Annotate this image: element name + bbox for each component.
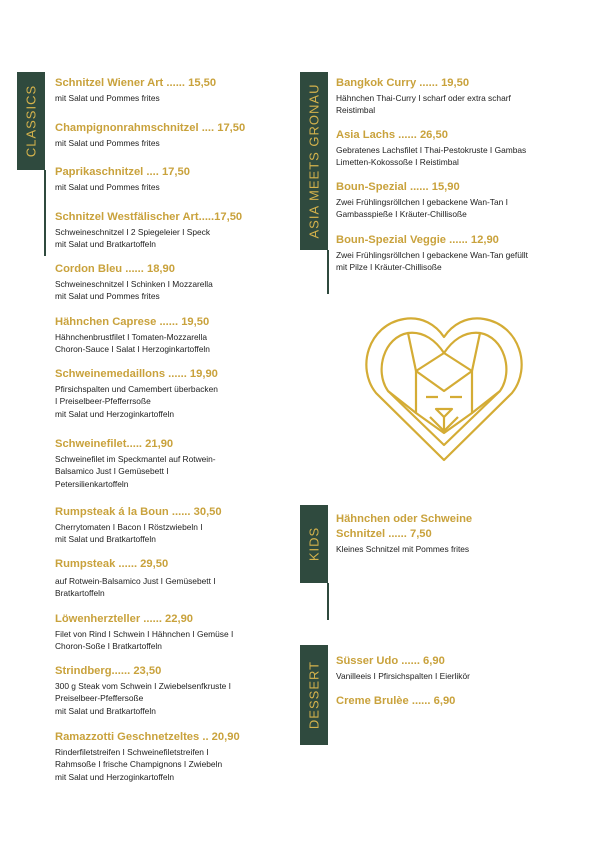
menu-item	[55, 612, 295, 653]
item-title: Süsser Udo ...... 6,90	[336, 655, 445, 667]
menu-item	[336, 128, 586, 169]
menu-item	[55, 557, 295, 600]
section-label-kids: KIDS	[306, 526, 322, 562]
menu-item	[55, 505, 295, 546]
item-title: Champignonrahmschnitzel .... 17,50	[55, 122, 246, 134]
menu-item	[55, 437, 295, 490]
menu-item	[55, 210, 295, 251]
menu-item	[336, 694, 586, 708]
item-title: Bangkok Curry ...... 19,50	[336, 77, 470, 89]
item-desc: 300 g Steak vom Schwein I Zwiebelsenfkruste I Preiselbeer-Pfeffersoße mit Salat und Bratkartoffeln	[55, 681, 231, 716]
item-title: Ramazzotti Geschnetzeltes .. 20,90	[55, 731, 240, 743]
menu-item	[55, 315, 295, 356]
item-desc: Vanilleeis I Pfirsichspalten I Eierlikör	[336, 671, 470, 681]
section-label-dessert: DESSERT	[306, 660, 322, 730]
item-desc: Rinderfiletstreifen I Schweinefiletstreifen I Rahmsoße I frische Champignons I Zwiebeln mit Salat und Herzoginkartoffeln	[55, 747, 223, 782]
item-title: Rumpsteak ...... 29,50	[55, 558, 169, 570]
item-title: Hähnchen oder Schweine	[336, 513, 473, 525]
item-title: Schweinemedaillons ...... 19,90	[55, 368, 218, 380]
item-title: Boun-Spezial Veggie ...... 12,90	[336, 234, 499, 246]
item-title: Schnitzel ...... 7,50	[336, 528, 432, 540]
menu-item	[55, 367, 295, 420]
item-desc: Schweineschnitzel I 2 Spiegeleier I Speck mit Salat und Bratkartoffeln	[55, 227, 211, 250]
menu-item	[55, 121, 295, 149]
section-label-classics: CLASSICS	[23, 84, 39, 158]
item-title: Rumpsteak á la Boun ...... 30,50	[55, 506, 222, 518]
menu-item	[336, 512, 586, 555]
menu-item	[55, 730, 295, 783]
item-desc: Cherrytomaten I Bacon I Röstzwiebeln I mit Salat und Bratkartoffeln	[55, 522, 203, 545]
menu-item	[55, 262, 295, 303]
item-title: Schnitzel Wiener Art ...... 15,50	[55, 77, 217, 89]
item-desc: Gebratenes Lachsfilet I Thai-Pestokruste I Gambas Limetten-Kokossoße I Reistimbal	[336, 145, 527, 168]
item-title: Strindberg...... 23,50	[55, 665, 162, 677]
item-title: Creme Brulèe ...... 6,90	[336, 695, 456, 707]
item-title: Schnitzel Westfälischer Art.....17,50	[55, 211, 243, 223]
menu-item	[55, 165, 295, 193]
item-title: Hähnchen Caprese ...... 19,50	[55, 316, 210, 328]
menu-item	[336, 76, 586, 117]
menu-item	[336, 654, 586, 682]
item-desc: auf Rotwein-Balsamico Just I Gemüsebett I Bratkartoffeln	[55, 576, 216, 599]
item-desc: Zwei Frühlingsröllchen I gebackene Wan-Tan I Gambasspieße I Kräuter-Chillisoße	[336, 197, 508, 220]
item-desc: mit Salat und Pommes frites	[55, 182, 160, 192]
menu-item	[55, 76, 295, 104]
item-title: Asia Lachs ...... 26,50	[336, 129, 448, 141]
item-desc: mit Salat und Pommes frites	[55, 93, 160, 103]
menu-item	[336, 233, 586, 274]
item-desc: Zwei Frühlingsröllchen I gebackene Wan-Tan gefüllt mit Pilze I Kräuter-Chillisoße	[336, 250, 528, 273]
section-tab-dessert	[300, 645, 328, 745]
item-desc: Schweineschnitzel I Schinken I Mozzarella mit Salat und Pommes frites	[55, 279, 213, 302]
item-desc: mit Salat und Pommes frites	[55, 138, 160, 148]
menu-item	[336, 180, 586, 221]
section-label-asia: ASIA MEETS GRONAU	[306, 83, 322, 239]
item-desc: Pfirsichspalten und Camembert überbacken I Preiselbeer-Pfefferrsoße mit Salat und Herzoginkartoffeln	[55, 384, 218, 419]
item-desc: Kleines Schnitzel mit Pommes frites	[336, 544, 470, 554]
section-tab-kids	[300, 505, 328, 583]
menu-item	[55, 664, 295, 717]
item-desc: Hähnchen Thai-Curry I scharf oder extra scharf Reistimbal	[336, 93, 511, 116]
item-desc: Hähnchenbrustfilet I Tomaten-Mozzarella Choron-Sauce I Salat I Herzoginkartoffeln	[55, 332, 210, 355]
item-desc: Filet von Rind I Schwein I Hähnchen I Gemüse I Choron-Soße I Bratkartoffeln	[55, 629, 234, 652]
divider-line-asia	[327, 250, 329, 294]
divider-line-kids	[327, 583, 329, 620]
item-title: Boun-Spezial ...... 15,90	[336, 181, 460, 193]
item-desc: Schweinefilet im Speckmantel auf Rotwein- Balsamico Just I Gemüsebett I Petersilienkartoffeln	[55, 454, 216, 489]
lion-heart-logo-icon	[364, 313, 524, 463]
item-title: Paprikaschnitzel .... 17,50	[55, 166, 190, 178]
item-title: Löwenherzteller ...... 22,90	[55, 613, 194, 625]
item-title: Cordon Bleu ...... 18,90	[55, 263, 175, 275]
item-title: Schweinefilet..... 21,90	[55, 438, 174, 450]
section-tab-asia	[300, 72, 328, 250]
divider-line-classics	[44, 170, 46, 256]
section-tab-classics	[17, 72, 45, 170]
